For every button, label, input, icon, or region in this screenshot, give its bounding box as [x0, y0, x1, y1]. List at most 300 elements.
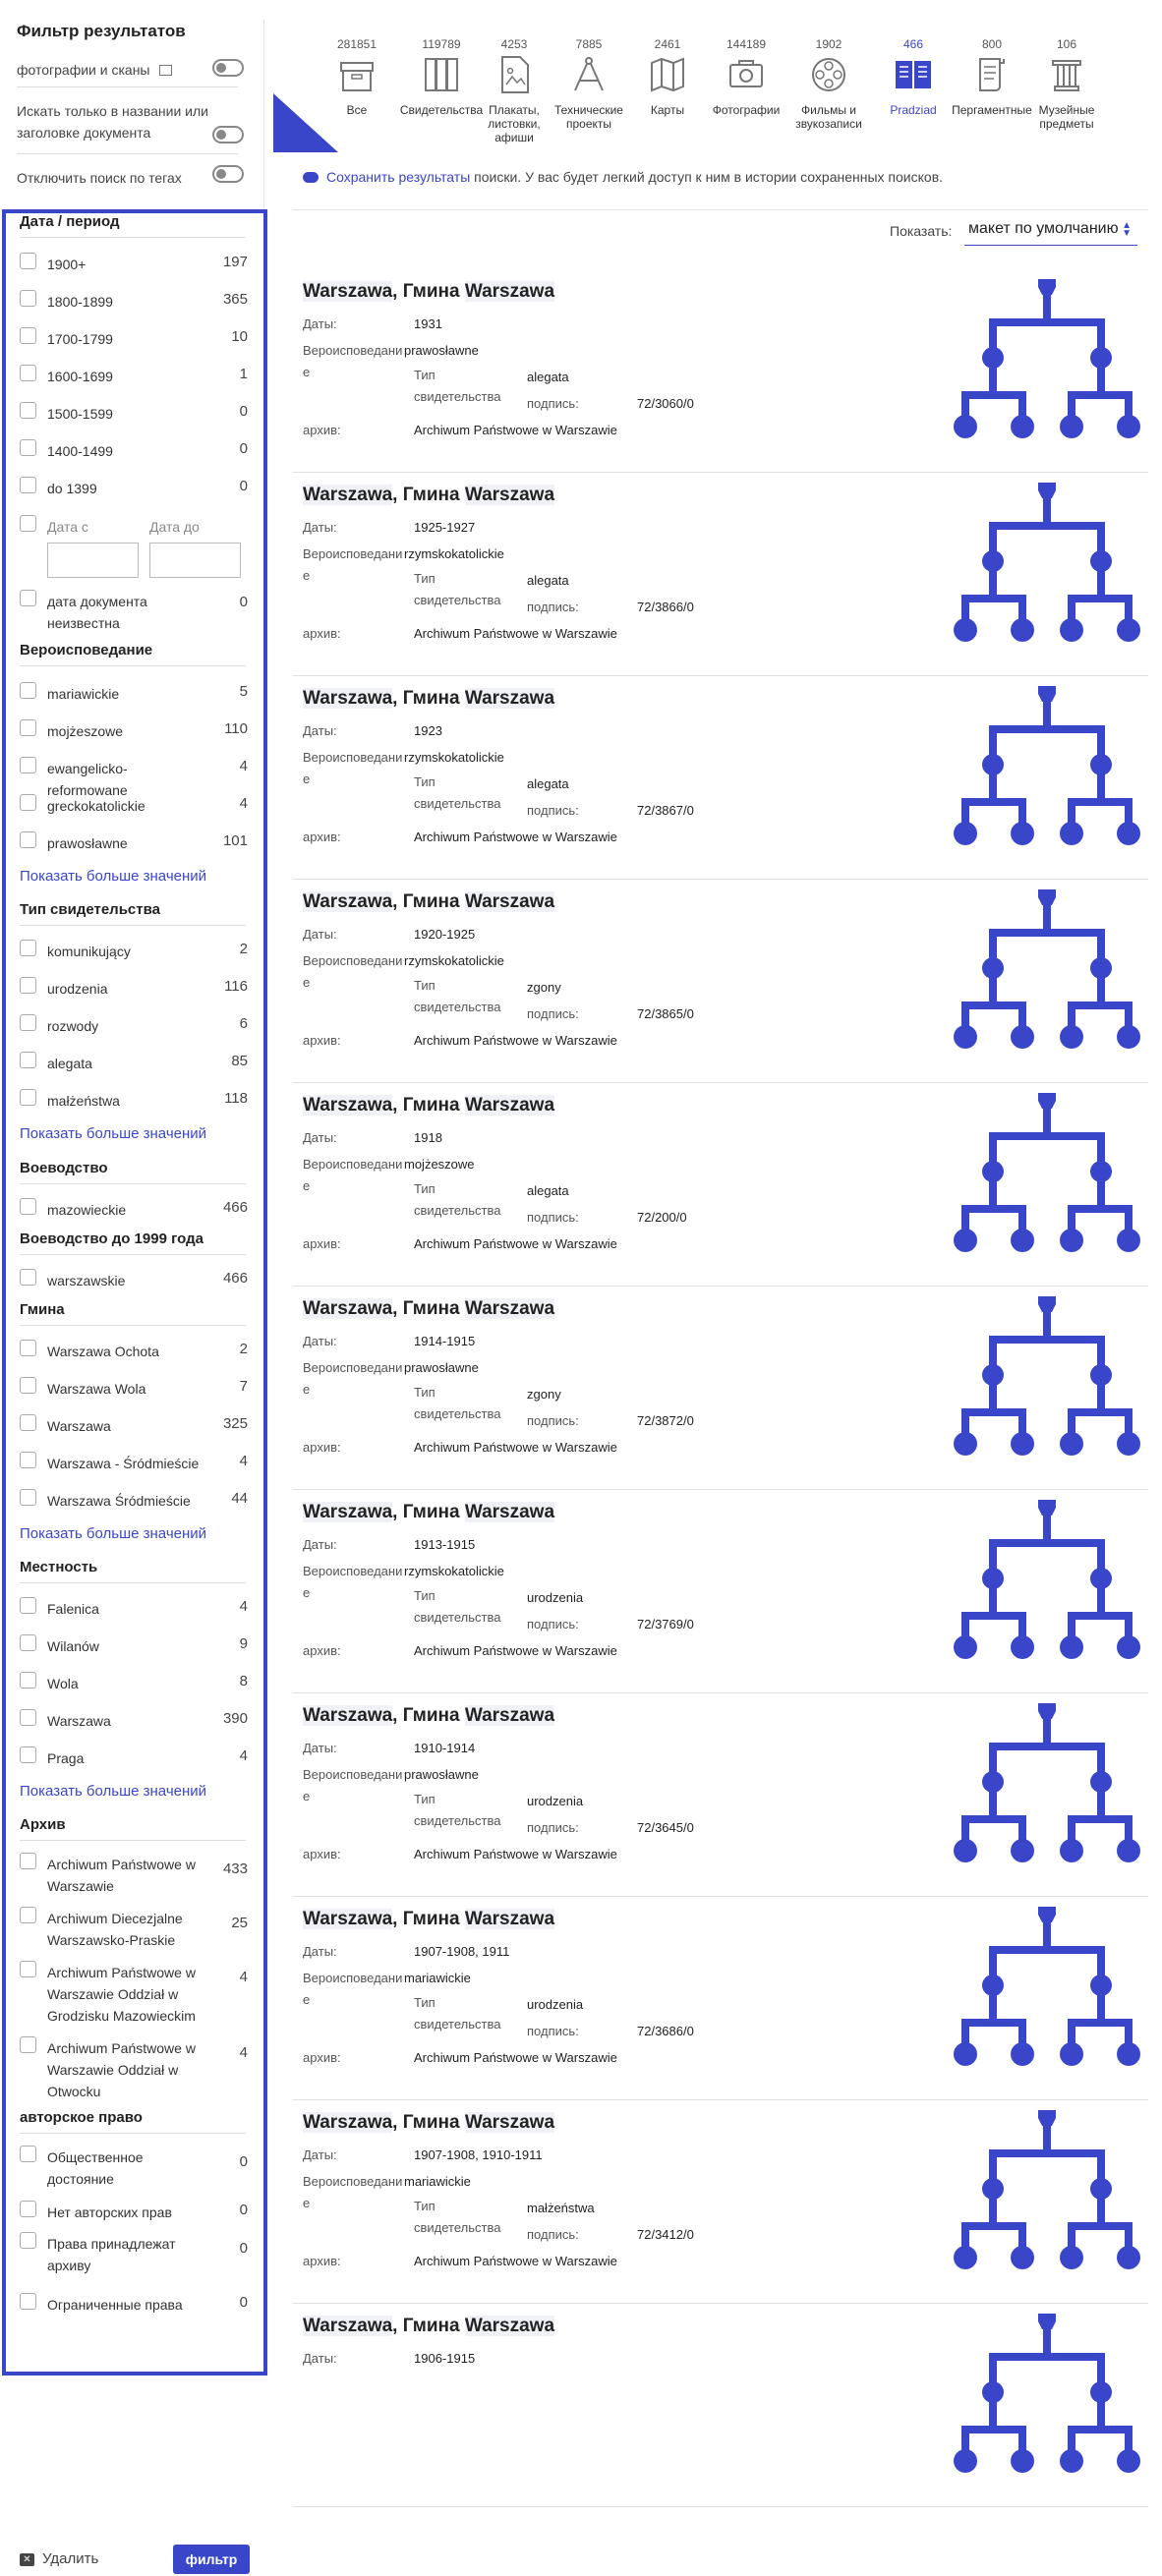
- cert-type-label: Тип свидетельства: [414, 774, 501, 811]
- photos-scans-label: фотографии и сканы: [17, 62, 150, 78]
- checkbox[interactable]: [20, 682, 36, 699]
- filter-option[interactable]: [20, 1851, 248, 1894]
- filter-option-count: 5: [239, 683, 248, 700]
- filter-option-count: 365: [222, 291, 248, 308]
- category-compass[interactable]: [545, 37, 633, 141]
- checkbox[interactable]: [20, 1052, 36, 1068]
- religion-value: prawosławne: [404, 1360, 479, 1375]
- checkbox[interactable]: [20, 1907, 36, 1923]
- filter-option[interactable]: [20, 251, 248, 274]
- category-column[interactable]: [1022, 37, 1111, 141]
- filter-option-label: Ограниченные права: [47, 2297, 183, 2313]
- filter-option-label: do 1399: [47, 481, 97, 496]
- archive-label: архив:: [303, 423, 341, 437]
- layout-select[interactable]: [964, 216, 1137, 246]
- result-item[interactable]: [293, 880, 1148, 1083]
- binders-icon: [420, 53, 463, 96]
- result-title[interactable]: [303, 1705, 554, 1727]
- result-item[interactable]: [293, 1083, 1148, 1287]
- signature-value: 72/3060/0: [637, 396, 694, 411]
- filter-option[interactable]: [20, 755, 248, 798]
- dates-value: 1907-1908, 1911: [414, 1944, 510, 1959]
- divider: [20, 1840, 246, 1841]
- filter-option-label: Warszawa Wola: [47, 1381, 146, 1397]
- archive-value: Archiwum Państwowe w Warszawie: [414, 1236, 617, 1251]
- filter-option-count: 4: [239, 2044, 248, 2061]
- title-separator: , Гмина: [392, 1502, 465, 1522]
- filter-option[interactable]: [20, 2291, 248, 2315]
- checkbox[interactable]: [20, 1597, 36, 1614]
- checkbox[interactable]: [20, 940, 36, 956]
- filter-option-label: 1400-1499: [47, 443, 113, 459]
- checkbox[interactable]: [20, 977, 36, 994]
- result-title[interactable]: [303, 485, 554, 506]
- filter-option[interactable]: [20, 1632, 248, 1656]
- religion-value: rzymskokatolickie: [404, 953, 504, 968]
- checkbox[interactable]: [20, 253, 36, 269]
- image-icon: [159, 65, 172, 76]
- signature-label: подпись:: [527, 600, 579, 614]
- layout-select-value: макет по умолчанию: [968, 220, 1119, 237]
- title-highlight: Warszawa: [303, 485, 393, 505]
- filter-option-count: 0: [239, 2202, 248, 2218]
- film-reel-icon: [807, 53, 850, 96]
- filter-option[interactable]: [20, 288, 248, 312]
- title-highlight: Warszawa: [464, 1095, 555, 1116]
- signature-value: 72/3872/0: [637, 1413, 694, 1428]
- archive-label: архив:: [303, 1847, 341, 1861]
- filter-option[interactable]: [20, 1267, 248, 1290]
- result-title[interactable]: [303, 688, 554, 710]
- result-item[interactable]: [293, 1693, 1148, 1897]
- result-item[interactable]: [293, 1490, 1148, 1693]
- dates-label: Даты:: [303, 520, 337, 535]
- archive-value: Archiwum Państwowe w Warszawie: [414, 2254, 617, 2268]
- result-item[interactable]: [293, 2100, 1148, 2304]
- title-separator: , Гмина: [392, 891, 465, 912]
- checkbox[interactable]: [20, 1014, 36, 1031]
- filter-option-count: 85: [231, 1053, 248, 1069]
- dates-label: Даты:: [303, 2147, 337, 2162]
- checkbox[interactable]: [20, 2293, 36, 2310]
- filter-option-label: greckokatolickie: [47, 798, 145, 814]
- checkbox[interactable]: [20, 1746, 36, 1763]
- date-from-input[interactable]: [47, 543, 139, 578]
- checkbox[interactable]: [20, 2146, 36, 2162]
- checkbox[interactable]: [20, 1198, 36, 1215]
- filter-option[interactable]: [20, 1670, 248, 1693]
- dates-value: 1920-1925: [414, 927, 476, 942]
- checkbox[interactable]: [20, 2232, 36, 2249]
- cert-type-value: alegata: [527, 1183, 569, 1198]
- filter-option-count: 0: [239, 2240, 248, 2257]
- result-title[interactable]: [303, 2316, 554, 2337]
- filter-option[interactable]: [20, 2144, 248, 2187]
- filter-option-count: 4: [239, 1598, 248, 1615]
- save-results-link[interactable]: Сохранить результаты: [326, 169, 471, 185]
- filter-option-label: Права принадлежат архиву: [47, 2236, 176, 2273]
- signature-value: 72/3865/0: [637, 1006, 694, 1021]
- religion-label: Вероисповедани е: [303, 2174, 403, 2210]
- archive-value: Archiwum Państwowe w Warszawie: [414, 1643, 617, 1658]
- religion-value: rzymskokatolickie: [404, 546, 504, 561]
- filter-option-label: rozwody: [47, 1018, 99, 1034]
- title-separator: , Гмина: [392, 485, 465, 505]
- religion-label: Вероисповедани е: [303, 750, 403, 786]
- title-highlight: Warszawa: [303, 281, 393, 302]
- checkbox[interactable]: [20, 1340, 36, 1356]
- cert-type-label: Тип свидетельства: [414, 368, 501, 404]
- title-highlight: Warszawa: [303, 1909, 393, 1929]
- filter-option[interactable]: [20, 475, 248, 498]
- category-label: Плакаты, листовки, афиши: [488, 103, 541, 144]
- religion-value: prawosławne: [404, 343, 479, 358]
- filter-option[interactable]: [20, 1087, 248, 1111]
- filter-option-count: 466: [222, 1270, 248, 1287]
- checkbox[interactable]: [20, 1634, 36, 1651]
- result-title[interactable]: [303, 1502, 554, 1523]
- date-unknown-label: дата документа неизвестна: [47, 594, 147, 631]
- family-tree-icon: [954, 1907, 1140, 2084]
- filter-option-count: 44: [231, 1490, 248, 1507]
- result-title[interactable]: [303, 281, 554, 303]
- signature-label: подпись:: [527, 396, 579, 411]
- title-highlight: Warszawa: [464, 1705, 555, 1726]
- category-count: 119789: [422, 37, 461, 51]
- category-box[interactable]: [313, 37, 401, 141]
- result-item[interactable]: [293, 676, 1148, 880]
- title-highlight: Warszawa: [464, 2316, 555, 2336]
- filter-option-label: mojżeszowe: [47, 723, 124, 739]
- book-icon: [892, 53, 935, 96]
- show-more-link[interactable]: Показать больше значений: [20, 1525, 207, 1542]
- delete-label: Удалить: [42, 2550, 99, 2567]
- title-highlight: Warszawa: [464, 281, 555, 302]
- title-separator: , Гмина: [392, 281, 465, 302]
- filter-option-label: Нет авторских прав: [47, 2204, 172, 2220]
- category-count: 7885: [575, 37, 603, 51]
- religion-label: Вероисповедани е: [303, 343, 403, 379]
- signature-value: 72/200/0: [637, 1210, 687, 1225]
- religion-label: Вероисповедани е: [303, 1564, 403, 1600]
- family-tree-icon: [954, 279, 1140, 456]
- religion-label: Вероисповедани е: [303, 546, 403, 583]
- filter-section-title: авторское право: [20, 2109, 143, 2126]
- checkbox[interactable]: [20, 1269, 36, 1286]
- filter-option-count: 0: [239, 478, 248, 494]
- category-camera[interactable]: [702, 37, 790, 141]
- dates-value: 1914-1915: [414, 1334, 476, 1348]
- checkbox[interactable]: [20, 439, 36, 456]
- filter-option[interactable]: [20, 325, 248, 349]
- filter-option[interactable]: [20, 2034, 248, 2099]
- filter-section-title: Архив: [20, 1816, 66, 1833]
- date-range: [20, 513, 248, 582]
- divider: [20, 1183, 246, 1184]
- religion-value: mariawickie: [404, 2174, 471, 2189]
- filter-option[interactable]: [20, 2230, 248, 2273]
- result-item[interactable]: [293, 1287, 1148, 1490]
- category-label: Музейные предметы: [1038, 103, 1095, 131]
- filter-option[interactable]: [20, 1450, 248, 1473]
- filter-option[interactable]: [20, 1745, 248, 1768]
- category-film-reel[interactable]: [784, 37, 873, 141]
- checkbox[interactable]: [20, 1089, 36, 1106]
- title-highlight: Warszawa: [303, 688, 393, 709]
- signature-value: 72/3866/0: [637, 600, 694, 614]
- cert-type-label: Тип свидетельства: [414, 1181, 501, 1218]
- show-more-link[interactable]: Показать больше значений: [20, 868, 207, 885]
- checkbox[interactable]: [20, 794, 36, 811]
- result-item[interactable]: [293, 473, 1148, 676]
- signature-value: 72/3412/0: [637, 2227, 694, 2242]
- title-separator: , Гмина: [392, 1705, 465, 1726]
- cert-type-label: Тип свидетельства: [414, 1995, 501, 2032]
- checkbox[interactable]: [20, 402, 36, 419]
- category-label: Пергаментные: [952, 103, 1032, 117]
- chevron-up-down-icon: ▲ ▼: [1122, 220, 1132, 239]
- divider: [20, 1325, 246, 1326]
- filter-option[interactable]: [20, 1375, 248, 1399]
- map-icon: [646, 53, 689, 96]
- checkbox[interactable]: [20, 1414, 36, 1431]
- religion-label: Вероисповедани е: [303, 1360, 403, 1397]
- archive-value: Archiwum Państwowe w Warszawie: [414, 626, 617, 641]
- signature-label: подпись:: [527, 2227, 579, 2242]
- checkbox[interactable]: [20, 1452, 36, 1468]
- filter-option-label: komunikujący: [47, 944, 131, 959]
- result-title[interactable]: [303, 2112, 554, 2134]
- title-highlight: Warszawa: [464, 1298, 555, 1319]
- title-highlight: Warszawa: [464, 485, 555, 505]
- filter-option[interactable]: [20, 1959, 248, 2024]
- category-book[interactable]: [869, 37, 958, 141]
- filter-option-count: 6: [239, 1015, 248, 1032]
- filter-actions: [20, 2545, 250, 2576]
- filter-option[interactable]: [20, 1050, 248, 1073]
- checkbox[interactable]: [20, 2201, 36, 2217]
- religion-label: Вероисповедани е: [303, 1157, 403, 1193]
- checkbox[interactable]: [20, 327, 36, 344]
- dates-value: 1925-1927: [414, 520, 476, 535]
- filter-option[interactable]: [20, 1905, 248, 1948]
- filter-option-count: 325: [222, 1415, 248, 1432]
- family-tree-icon: [954, 483, 1140, 659]
- checkbox[interactable]: [20, 1377, 36, 1394]
- family-tree-icon: [954, 2110, 1140, 2287]
- result-title[interactable]: [303, 891, 554, 913]
- checkbox[interactable]: [20, 1709, 36, 1726]
- filter-section-title: Воеводство: [20, 1160, 108, 1176]
- dates-value: 1923: [414, 723, 442, 738]
- result-title[interactable]: [303, 1909, 554, 1930]
- filter-section-title: Местность: [20, 1559, 98, 1575]
- filter-option-count: 2: [239, 1341, 248, 1357]
- filter-option[interactable]: [20, 938, 248, 961]
- filter-option-count: 10: [231, 328, 248, 345]
- filter-option[interactable]: [20, 1707, 248, 1731]
- divider: [20, 1582, 246, 1583]
- dates-label: Даты:: [303, 2351, 337, 2366]
- religion-value: prawosławne: [404, 1767, 479, 1782]
- religion-value: mariawickie: [404, 1971, 471, 1985]
- checkbox[interactable]: [20, 1961, 36, 1977]
- title-highlight: Warszawa: [464, 688, 555, 709]
- title-highlight: Warszawa: [464, 2112, 555, 2133]
- cert-type-label: Тип свидетельства: [414, 1792, 501, 1828]
- filter-title: Фильтр результатов: [17, 22, 186, 40]
- checkbox[interactable]: [20, 1489, 36, 1506]
- archive-label: архив:: [303, 1236, 341, 1251]
- checkbox[interactable]: [20, 719, 36, 736]
- archive-value: Archiwum Państwowe w Warszawie: [414, 830, 617, 844]
- dates-value: 1910-1914: [414, 1741, 476, 1755]
- family-tree-icon: [954, 1500, 1140, 1677]
- divider: [17, 86, 238, 87]
- show-more-link[interactable]: Показать больше значений: [20, 1783, 207, 1800]
- filter-option[interactable]: [20, 680, 248, 704]
- filter-option[interactable]: [20, 1012, 248, 1036]
- divider: [263, 20, 264, 211]
- category-label: Все: [346, 103, 368, 117]
- title-highlight: Warszawa: [464, 1909, 555, 1929]
- filter-option-label: 1600-1699: [47, 369, 113, 384]
- filter-option-label: 1900+: [47, 257, 87, 272]
- result-title[interactable]: [303, 1095, 554, 1116]
- filter-option[interactable]: [20, 1487, 248, 1511]
- title-separator: , Гмина: [392, 1095, 465, 1116]
- filter-option-count: 1: [239, 366, 248, 382]
- filter-option-label: Wilanów: [47, 1638, 99, 1654]
- dates-value: 1918: [414, 1130, 442, 1145]
- filter-option-label: Archiwum Państwowe w Warszawie: [47, 1857, 196, 1894]
- filter-option-count: 0: [239, 403, 248, 420]
- filter-option-label: 1800-1899: [47, 294, 113, 310]
- title-separator: , Гмина: [392, 688, 465, 709]
- filter-option[interactable]: [20, 1338, 248, 1361]
- checkbox[interactable]: [20, 1672, 36, 1689]
- filter-option-label: Warszawa - Śródmieście: [47, 1456, 200, 1471]
- filter-option[interactable]: [20, 400, 248, 424]
- checkbox[interactable]: [20, 515, 36, 532]
- category-label: Карты: [650, 103, 685, 117]
- date-to-input[interactable]: [149, 543, 241, 578]
- filter-option-label: Warszawa: [47, 1713, 111, 1729]
- delete-button[interactable]: [20, 2550, 98, 2567]
- filter-option[interactable]: [20, 830, 248, 853]
- filter-option[interactable]: [20, 437, 248, 461]
- filter-option[interactable]: [20, 1412, 248, 1436]
- result-item[interactable]: [293, 269, 1148, 473]
- checkbox[interactable]: [20, 757, 36, 773]
- show-label: Показать:: [890, 223, 953, 239]
- checkbox[interactable]: [20, 365, 36, 381]
- category-count: 2461: [654, 37, 681, 51]
- filter-option[interactable]: [20, 363, 248, 386]
- filter-option-label: alegata: [47, 1056, 92, 1071]
- checkbox[interactable]: [20, 290, 36, 307]
- title-only-toggle[interactable]: [212, 126, 244, 143]
- dates-label: Даты:: [303, 1537, 337, 1552]
- checkbox[interactable]: [20, 2036, 36, 2053]
- category-bar: [313, 37, 1138, 144]
- dates-label: Даты:: [303, 723, 337, 738]
- disable-tags-toggle[interactable]: [212, 165, 244, 183]
- cert-type-value: alegata: [527, 573, 569, 588]
- result-item[interactable]: [293, 1897, 1148, 2100]
- category-label: Фотографии: [712, 103, 781, 117]
- divider: [20, 925, 246, 926]
- dates-label: Даты:: [303, 1130, 337, 1145]
- signature-value: 72/3867/0: [637, 803, 694, 818]
- title-highlight: Warszawa: [303, 1705, 393, 1726]
- dates-label: Даты:: [303, 316, 337, 331]
- filter-option-count: 4: [239, 1969, 248, 1985]
- filter-option[interactable]: [20, 792, 248, 816]
- filter-header: [0, 0, 263, 211]
- filter-option-count: 4: [239, 758, 248, 774]
- checkbox[interactable]: [20, 1853, 36, 1869]
- family-tree-icon: [954, 1296, 1140, 1473]
- show-more-link[interactable]: Показать больше значений: [20, 1125, 207, 1142]
- signature-value: 72/3769/0: [637, 1617, 694, 1631]
- signature-label: подпись:: [527, 1413, 579, 1428]
- checkbox[interactable]: [20, 831, 36, 848]
- filter-option-label: Praga: [47, 1750, 85, 1766]
- filter-panel: [2, 209, 267, 2567]
- cert-type-value: zgony: [527, 1387, 561, 1402]
- apply-filter-button[interactable]: фильтр: [173, 2545, 250, 2574]
- checkbox[interactable]: [20, 590, 36, 606]
- religion-value: rzymskokatolickie: [404, 750, 504, 765]
- category-count: 800: [981, 37, 1003, 51]
- filter-option-count: 466: [222, 1199, 248, 1216]
- cert-type-label: Тип свидетельства: [414, 2199, 501, 2235]
- filter-option-count: 8: [239, 1673, 248, 1689]
- filter-option-label: Falenica: [47, 1601, 99, 1617]
- filter-option[interactable]: [20, 1196, 248, 1220]
- checkbox[interactable]: [20, 477, 36, 493]
- divider: [293, 209, 1148, 210]
- date-from-label: Дата с: [47, 519, 88, 535]
- filter-option-label: Archiwum Państwowe w Warszawie Oddział w Otwocku: [47, 2040, 196, 2099]
- disable-tags-label: Отключить поиск по тегах: [17, 170, 182, 186]
- filter-option-count: 4: [239, 1453, 248, 1469]
- filter-option-count: 433: [222, 1860, 248, 1877]
- title-separator: , Гмина: [392, 1298, 465, 1319]
- filter-option[interactable]: [20, 1595, 248, 1619]
- title-separator: , Гмина: [392, 2112, 465, 2133]
- filter-option[interactable]: [20, 2199, 248, 2222]
- filter-option-label: Warszawa: [47, 1418, 111, 1434]
- category-label: Свидетельства: [399, 103, 484, 117]
- filter-option-count: 118: [224, 1090, 248, 1107]
- signature-label: подпись:: [527, 2024, 579, 2038]
- photos-scans-toggle[interactable]: [212, 59, 244, 77]
- result-item[interactable]: [293, 2304, 1148, 2507]
- religion-label: Вероисповедани е: [303, 1971, 403, 2007]
- title-highlight: Warszawa: [303, 2112, 393, 2133]
- filter-option-count: 25: [231, 1915, 248, 1931]
- filter-option[interactable]: [20, 717, 248, 741]
- save-text: поиски. У вас будет легкий доступ к ним в истории сохраненных поисков.: [470, 169, 944, 185]
- filter-option-count: 0: [239, 2294, 248, 2311]
- result-title[interactable]: [303, 1298, 554, 1320]
- category-map[interactable]: [623, 37, 712, 141]
- filter-option[interactable]: [20, 975, 248, 999]
- date-unknown-option[interactable]: [20, 588, 248, 631]
- cert-type-value: małżeństwa: [527, 2201, 595, 2215]
